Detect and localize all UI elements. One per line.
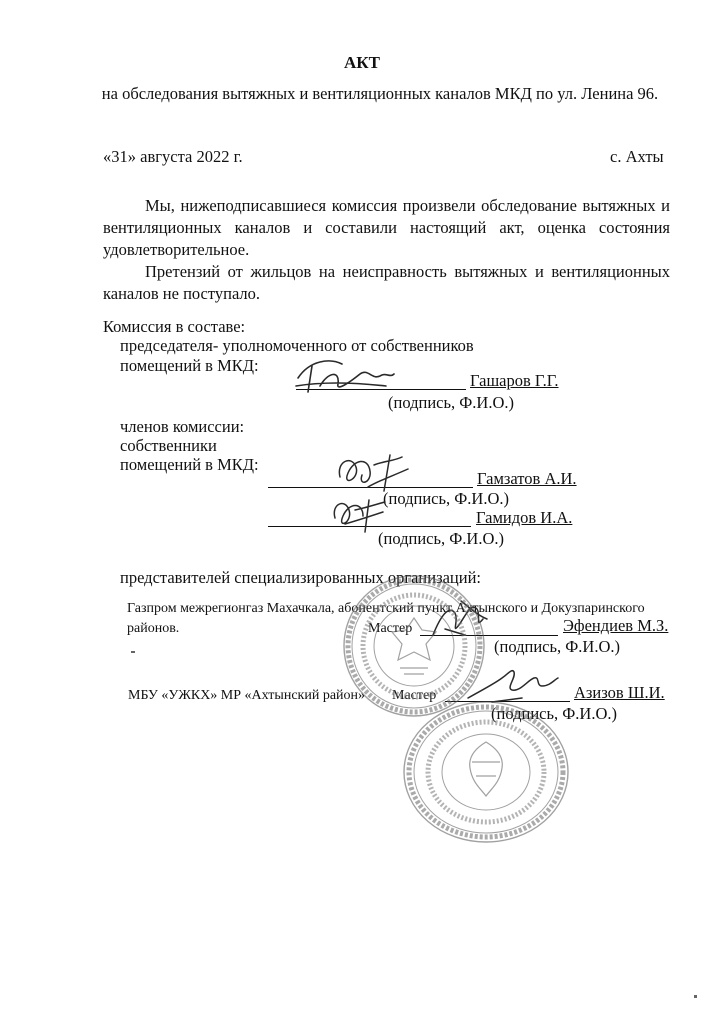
org1-line1: Газпром межрегионгаз Махачкала, абонентский пункт Ахтынского и Докузпаринского	[127, 601, 645, 616]
member1-signature-caption: (подпись, Ф.И.О.)	[383, 489, 509, 508]
mbu-ujkh-stamp-icon	[400, 698, 572, 846]
member1-signature-icon	[328, 447, 418, 495]
commission-heading: Комиссия в составе:	[103, 317, 246, 336]
org1-position: Мастер	[368, 621, 413, 636]
document-place: с. Ахты	[610, 147, 664, 166]
body-paragraph-1: Мы, нижеподписавшиеся комиссия произвели обследование вытяжных и вентиляционных каналов и составили настоящий акт, оценка состояния удовлетворительное.	[103, 196, 670, 259]
body-paragraph-2: Претензий от жильцов на неисправность вытяжных и вентиляционных каналов не поступало.	[103, 262, 670, 303]
org1-name: Эфендиев М.З.	[563, 616, 669, 635]
member2-name: Гамидов И.А.	[476, 508, 573, 527]
chair-signature-icon	[290, 352, 400, 397]
member2-signature-caption: (подпись, Ф.И.О.)	[378, 529, 504, 548]
members-role-line2: помещений в МКД:	[120, 455, 259, 474]
scan-speck	[131, 651, 135, 653]
members-heading: членов комиссии:	[120, 417, 245, 436]
chair-signature-caption: (подпись, Ф.И.О.)	[388, 393, 514, 412]
document-date: «31» августа 2022 г.	[103, 147, 243, 166]
chair-role-line2: помещений в МКД:	[120, 356, 259, 375]
orgs-heading: представителей специализированных организаций:	[120, 568, 482, 587]
org2-position: Мастер	[392, 688, 437, 703]
org2-name: Азизов Ш.И.	[574, 683, 665, 702]
scan-speck	[694, 995, 697, 998]
org1-line2: районов.	[127, 621, 180, 636]
chair-name: Гашаров Г.Г.	[470, 371, 559, 390]
member1-name: Гамзатов А.И.	[477, 469, 577, 488]
document-title: АКТ	[344, 53, 380, 72]
org1-signature-caption: (подпись, Ф.И.О.)	[494, 637, 620, 656]
org2-name-text: МБУ «УЖКХ» МР «Ахтынский район»	[128, 688, 366, 703]
member2-signature-icon	[325, 490, 395, 536]
document-subtitle: на обследования вытяжных и вентиляционных каналов МКД по ул. Ленина 96.	[101, 84, 659, 103]
org2-signature-caption: (подпись, Ф.И.О.)	[491, 704, 617, 723]
members-role-line1: собственники	[120, 436, 217, 455]
chair-role-line1: председателя- уполномоченного от собственников	[120, 336, 474, 355]
